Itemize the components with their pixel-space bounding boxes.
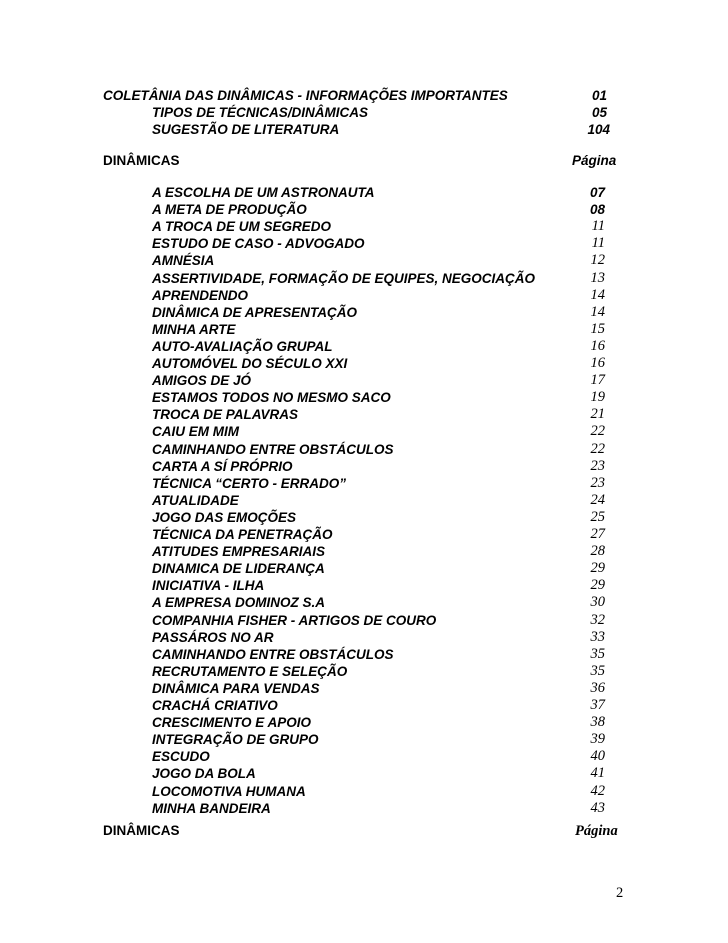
toc-entry-title: JOGO DAS EMOÇÕES xyxy=(152,509,297,525)
toc-entry xyxy=(0,321,728,338)
toc-intro-row xyxy=(0,121,728,138)
toc-entry xyxy=(0,731,728,748)
toc-entry-page: 21 xyxy=(590,406,605,423)
toc-entry-page: 11 xyxy=(591,218,605,235)
toc-entry xyxy=(0,372,728,389)
toc-entry-page: 07 xyxy=(589,185,605,200)
toc-entry-title: DINAMICA DE LIDERANÇA xyxy=(152,561,325,577)
toc-entry xyxy=(0,543,728,560)
toc-entry xyxy=(0,800,728,817)
toc-entry xyxy=(0,577,728,594)
toc-entry xyxy=(0,441,728,458)
toc-entry-title: JOGO DA BOLA xyxy=(152,766,256,782)
toc-entry-title: TROCA DE PALAVRAS xyxy=(152,407,299,423)
toc-entry-page: 22 xyxy=(590,440,605,457)
toc-entry-title: A TROCA DE UM SEGREDO xyxy=(152,219,332,235)
toc-entry xyxy=(0,304,728,321)
toc-intro-label: SUGESTÃO DE LITERATURA xyxy=(152,122,340,137)
toc-intro-page: 104 xyxy=(587,122,610,137)
toc-entry-page: 37 xyxy=(590,697,605,713)
toc-entry-title: ESTAMOS TODOS NO MESMO SACO xyxy=(152,390,391,406)
toc-entry-page: 33 xyxy=(590,628,605,645)
toc-intro-label: TIPOS DE TÉCNICAS/DINÂMICAS xyxy=(152,105,369,120)
toc-entry xyxy=(0,714,728,731)
toc-entry-page: 14 xyxy=(590,303,605,320)
toc-entry-title: CARTA A SÍ PRÓPRIO xyxy=(152,458,293,474)
section-title: DINÂMICAS xyxy=(103,153,180,168)
toc-intro-label: COLETÂNIA DAS DINÂMICAS - INFORMAÇÕES IMPORTANTES xyxy=(103,88,508,103)
toc-entry xyxy=(0,509,728,526)
toc-entry-page: 28 xyxy=(590,543,605,560)
toc-entry-page: 08 xyxy=(589,202,605,218)
toc-entry-page: 16 xyxy=(590,355,605,371)
toc-entry-page: 35 xyxy=(590,662,605,679)
toc-entry-title: A META DE PRODUÇÃO xyxy=(152,202,307,218)
toc-entry-page: 23 xyxy=(590,474,605,491)
toc-entry xyxy=(0,765,728,782)
toc-entry xyxy=(0,783,728,800)
toc-entry xyxy=(0,338,728,355)
toc-entry-page: 32 xyxy=(590,611,605,628)
toc-entry-title: PASSÁROS NO AR xyxy=(152,629,274,645)
toc-intro-row xyxy=(0,87,728,104)
toc-entry-title: ESCUDO xyxy=(152,749,210,765)
toc-entry xyxy=(0,201,728,218)
toc-entry-title: CAIU EM MIM xyxy=(152,424,239,440)
toc-entry xyxy=(0,235,728,252)
toc-entry-title: AUTO-AVALIAÇÃO GRUPAL xyxy=(152,338,333,354)
toc-entry-page: 41 xyxy=(590,765,605,782)
toc-intro-page: 05 xyxy=(591,105,607,120)
page-number: 2 xyxy=(616,885,624,901)
toc-entry xyxy=(0,355,728,372)
toc-entry-title: CAMINHANDO ENTRE OBSTÁCULOS xyxy=(152,441,394,457)
toc-entry-page: 35 xyxy=(590,645,605,662)
toc-entry xyxy=(0,629,728,646)
toc-entry-page: 30 xyxy=(590,594,605,611)
toc-entry-page: 25 xyxy=(590,508,605,525)
toc-entry xyxy=(0,594,728,611)
toc-entry-page: 16 xyxy=(590,337,605,354)
toc-entry xyxy=(0,458,728,475)
toc-entry-title: ATITUDES EMPRESARIAIS xyxy=(152,544,326,560)
toc-entry xyxy=(0,663,728,680)
toc-entry-title: CAMINHANDO ENTRE OBSTÁCULOS xyxy=(152,646,394,662)
toc-entry xyxy=(0,287,728,304)
toc-entry-title: APRENDENDO xyxy=(152,287,249,303)
toc-entry-page: 17 xyxy=(590,372,605,389)
toc-entry-page: 39 xyxy=(590,731,605,748)
toc-entry-title: ATUALIDADE xyxy=(152,492,239,508)
toc-entry-title: INTEGRAÇÃO DE GRUPO xyxy=(152,732,319,748)
page-column-label: Página xyxy=(572,153,617,168)
toc-entry xyxy=(0,475,728,492)
toc-entry-page: 22 xyxy=(590,423,605,440)
toc-entry xyxy=(0,218,728,235)
section-heading xyxy=(0,822,728,840)
toc-entry-title: DINÂMICA DE APRESENTAÇÃO xyxy=(152,304,358,320)
toc-entry-page: 36 xyxy=(590,679,605,696)
toc-entry-page: 13 xyxy=(590,269,605,286)
toc-entry-title: TÉCNICA DA PENETRAÇÃO xyxy=(152,527,333,542)
toc-entry xyxy=(0,612,728,629)
section-heading xyxy=(0,152,728,170)
toc-entry-title: COMPANHIA FISHER - ARTIGOS DE COURO xyxy=(152,612,437,628)
toc-entry-title: MINHA ARTE xyxy=(152,321,236,337)
toc-entry-page: 15 xyxy=(590,320,605,337)
toc-entry xyxy=(0,406,728,423)
toc-entry-title: LOCOMOTIVA HUMANA xyxy=(152,783,306,799)
toc-entry xyxy=(0,748,728,765)
toc-entry xyxy=(0,252,728,269)
toc-entry xyxy=(0,389,728,406)
toc-entry xyxy=(0,270,728,287)
toc-entry xyxy=(0,697,728,714)
toc-entry xyxy=(0,560,728,577)
toc-entry xyxy=(0,680,728,697)
page-column-label: Página xyxy=(575,823,618,839)
toc-entry-page: 27 xyxy=(590,526,605,542)
toc-entry-title: AMNÉSIA xyxy=(152,253,215,269)
toc-entry xyxy=(0,423,728,440)
toc-entry-title: ESTUDO DE CASO - ADVOGADO xyxy=(152,236,365,252)
toc-intro-row xyxy=(0,104,728,121)
toc-entry-page: 14 xyxy=(590,286,605,303)
toc-entry-page: 40 xyxy=(590,748,605,765)
toc-entry-page: 19 xyxy=(590,389,605,406)
toc-entry xyxy=(0,492,728,509)
toc-entry-page: 42 xyxy=(590,782,605,799)
toc-entry-title: ASSERTIVIDADE, FORMAÇÃO DE EQUIPES, NEGOCIAÇÃO xyxy=(152,270,536,286)
toc-entry-title: INICIATIVA - ILHA xyxy=(152,578,265,594)
toc-entry-title: A ESCOLHA DE UM ASTRONAUTA xyxy=(152,185,375,200)
toc-entry-title: TÉCNICA “CERTO - ERRADO” xyxy=(152,475,347,491)
toc-entry-page: 11 xyxy=(591,235,605,252)
toc-entry-title: MINHA BANDEIRA xyxy=(152,800,271,816)
toc-entry-page: 29 xyxy=(590,560,605,577)
toc-entry xyxy=(0,184,728,201)
section-title: DINÂMICAS xyxy=(103,823,180,838)
toc-entry-page: 43 xyxy=(590,799,605,816)
toc-entry-title: AUTOMÓVEL DO SÉCULO XXI xyxy=(152,356,348,371)
toc-entry-page: 38 xyxy=(590,714,605,731)
toc-entry-page: 23 xyxy=(590,457,605,474)
toc-entry xyxy=(0,526,728,543)
toc-entry-title: DINÂMICA PARA VENDAS xyxy=(152,680,320,696)
toc-entry-title: CRACHÁ CRIATIVO xyxy=(152,698,278,713)
toc-entry-page: 12 xyxy=(590,252,605,269)
toc-entry xyxy=(0,646,728,663)
toc-entry-page: 29 xyxy=(590,577,605,594)
toc-intro-page: 01 xyxy=(591,88,607,103)
toc-entry-title: CRESCIMENTO E APOIO xyxy=(152,715,312,731)
toc-entry-title: A EMPRESA DOMINOZ S.A xyxy=(152,595,326,611)
toc-entry-title: RECRUTAMENTO E SELEÇÃO xyxy=(152,663,348,679)
toc-entry-page: 24 xyxy=(590,491,605,508)
toc-entry-title: AMIGOS DE JÓ xyxy=(152,373,252,389)
